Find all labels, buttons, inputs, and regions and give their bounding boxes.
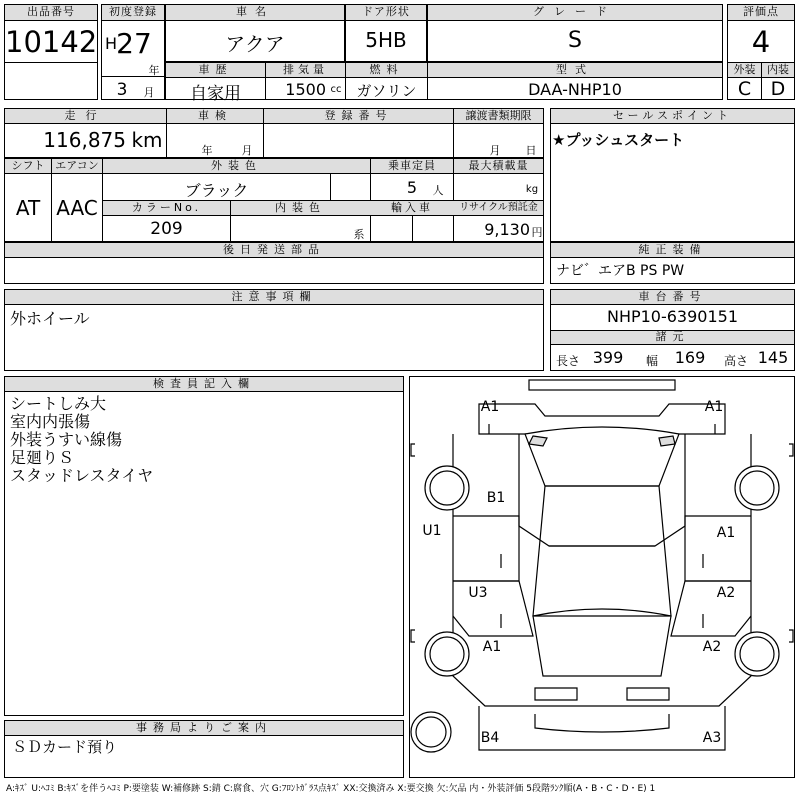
genuine-equipment-value: ナビ゛エアB PS PW [556,263,685,279]
era-value: H [104,34,118,53]
interior-grade-label: 内装 [767,63,789,76]
registration-number-label: 登録番号 [324,109,393,122]
exterior-grade-value: C [737,78,752,100]
mark-right-rear-fender: A2 [702,639,722,655]
genuine-equipment-label: 純正装備 [638,243,707,256]
recycle-fee-label: リサイクル預託金 [459,202,538,213]
mark-hood: B1 [486,490,506,506]
exterior-color-label: 外装色 [211,159,262,172]
max-load-unit: kg [525,184,539,195]
notes-label: 注意事項欄 [231,290,317,303]
inspection-label: 車検 [198,109,232,122]
transfer-deadline-label: 譲渡書類期限 [465,109,532,122]
sales-points-label: セールスポイント [612,109,732,122]
mark-front-left: A1 [480,399,500,415]
fuel-label: 燃料 [369,63,404,76]
width-value: 169 [674,348,706,367]
inspector-note-line: 足廻りＳ [10,448,75,467]
aircon-label: エアコン [55,159,99,172]
inspector-note-line: シートしみ大 [10,394,107,413]
interior-grade-value: D [770,78,786,100]
exterior-grade-label: 外装 [733,63,756,76]
max-load-label: 最大積載量 [468,159,529,172]
length-label: 長さ [555,354,580,368]
legend-text: A:ｷｽﾞ U:ﾍｺﾐ B:ｷｽﾞを伴うﾍｺﾐ P:要塗装 W:補修跡 S:錆 C:腐食、穴 G:ﾌﾛﾝﾄｶﾞﾗｽ点ｷｽﾞ XX:交換済み X:要交換 欠:欠品 内・外装評価 5段階ﾗﾝｸ順(A・B・C・D・E) 1 [6,784,656,794]
height-value: 145 [757,348,789,367]
door-type-label: ドア形状 [362,5,410,18]
mark-left-front-door: U1 [422,523,442,539]
width-label: 幅 [645,354,658,368]
score-value: 4 [751,25,771,59]
inspector-note-line: 室内内張傷 [10,412,91,431]
shift-value: AT [15,196,41,220]
capacity-value: 5 [406,178,418,197]
notes-value: 外ホイール [10,309,90,328]
grade-value: S [568,28,582,53]
specs-label: 諸元 [655,330,690,343]
mileage-value: 116,875 [43,128,126,152]
aircon-value: AAC [56,196,98,220]
capacity-unit: 人 [432,184,444,197]
mark-left-rear-door: U3 [468,585,488,601]
interior-color-label: 内装色 [275,201,326,214]
lot-number-label: 出品番号 [27,5,75,18]
score-label: 評価点 [743,5,779,18]
model-code-value: DAA-NHP10 [528,80,622,99]
capacity-label: 乗車定員 [388,159,436,172]
fuel-value: ガソリン [356,82,417,100]
door-type-value: 5HB [365,28,407,52]
first-registration-label: 初度登録 [109,5,157,18]
mark-right-front-door: A1 [716,525,736,541]
mileage-unit: km [131,128,163,152]
month-unit: 月 [143,86,155,99]
grade-label: グレード [533,5,617,18]
recycle-fee-value: 9,130 [484,220,530,239]
chassis-number-value: NHP10-6390151 [606,307,739,326]
transfer-month-unit: 月 [489,144,501,157]
displacement-value: 1500 [285,80,326,99]
mark-front-right: A1 [704,399,724,415]
chassis-number-label: 車台番号 [638,290,707,303]
shift-label: シフト [11,159,45,172]
sales-point-item: ★プッシュスタート [552,131,685,149]
registration-month-value: 3 [116,80,128,100]
height-label: 高さ [723,354,748,368]
mark-rear-left: B4 [480,730,500,746]
interior-color-unit: 系 [353,228,365,241]
mileage-label: 走行 [64,109,107,122]
exterior-color-value: ブラック [184,181,249,200]
office-notice-label: 事務局よりご案内 [136,721,272,734]
registration-year-value: 27 [116,27,152,60]
recycle-fee-unit: 円 [531,226,543,239]
color-no-label: カラーNo. [131,201,202,214]
mark-left-rear-fender: A1 [482,639,502,655]
office-notice-value: ＳＤカード預り [12,738,118,756]
sales-points-cell [550,108,795,242]
car-body-diagram [409,376,795,778]
later-shipping-label: 後日発送部品 [223,243,325,256]
displacement-label: 排気量 [283,63,328,76]
inspector-note-line: 外装うすい線傷 [10,430,123,449]
inspector-note-line: スタッドレスタイヤ [10,466,154,485]
lot-number-value: 10142 [5,25,98,59]
mark-right-rear-door: A2 [716,585,736,601]
car-name-label: 車名 [236,5,274,18]
mark-rear-right: A3 [702,730,722,746]
history-value: 自家用 [190,84,241,104]
inspection-year-unit: 年 [201,144,213,157]
model-code-label: 型式 [556,63,594,76]
length-value: 399 [592,348,624,367]
inspection-month-unit: 月 [241,144,253,157]
inspector-notes-label: 検査員記入欄 [153,377,255,390]
color-no-value: 209 [150,219,183,239]
transfer-day-unit: 日 [525,144,537,157]
history-label: 車歴 [198,63,233,76]
year-unit: 年 [148,64,160,77]
import-label: 輸入車 [391,201,433,214]
displacement-unit: cc [330,84,342,95]
car-name-value: アクア [225,32,285,56]
